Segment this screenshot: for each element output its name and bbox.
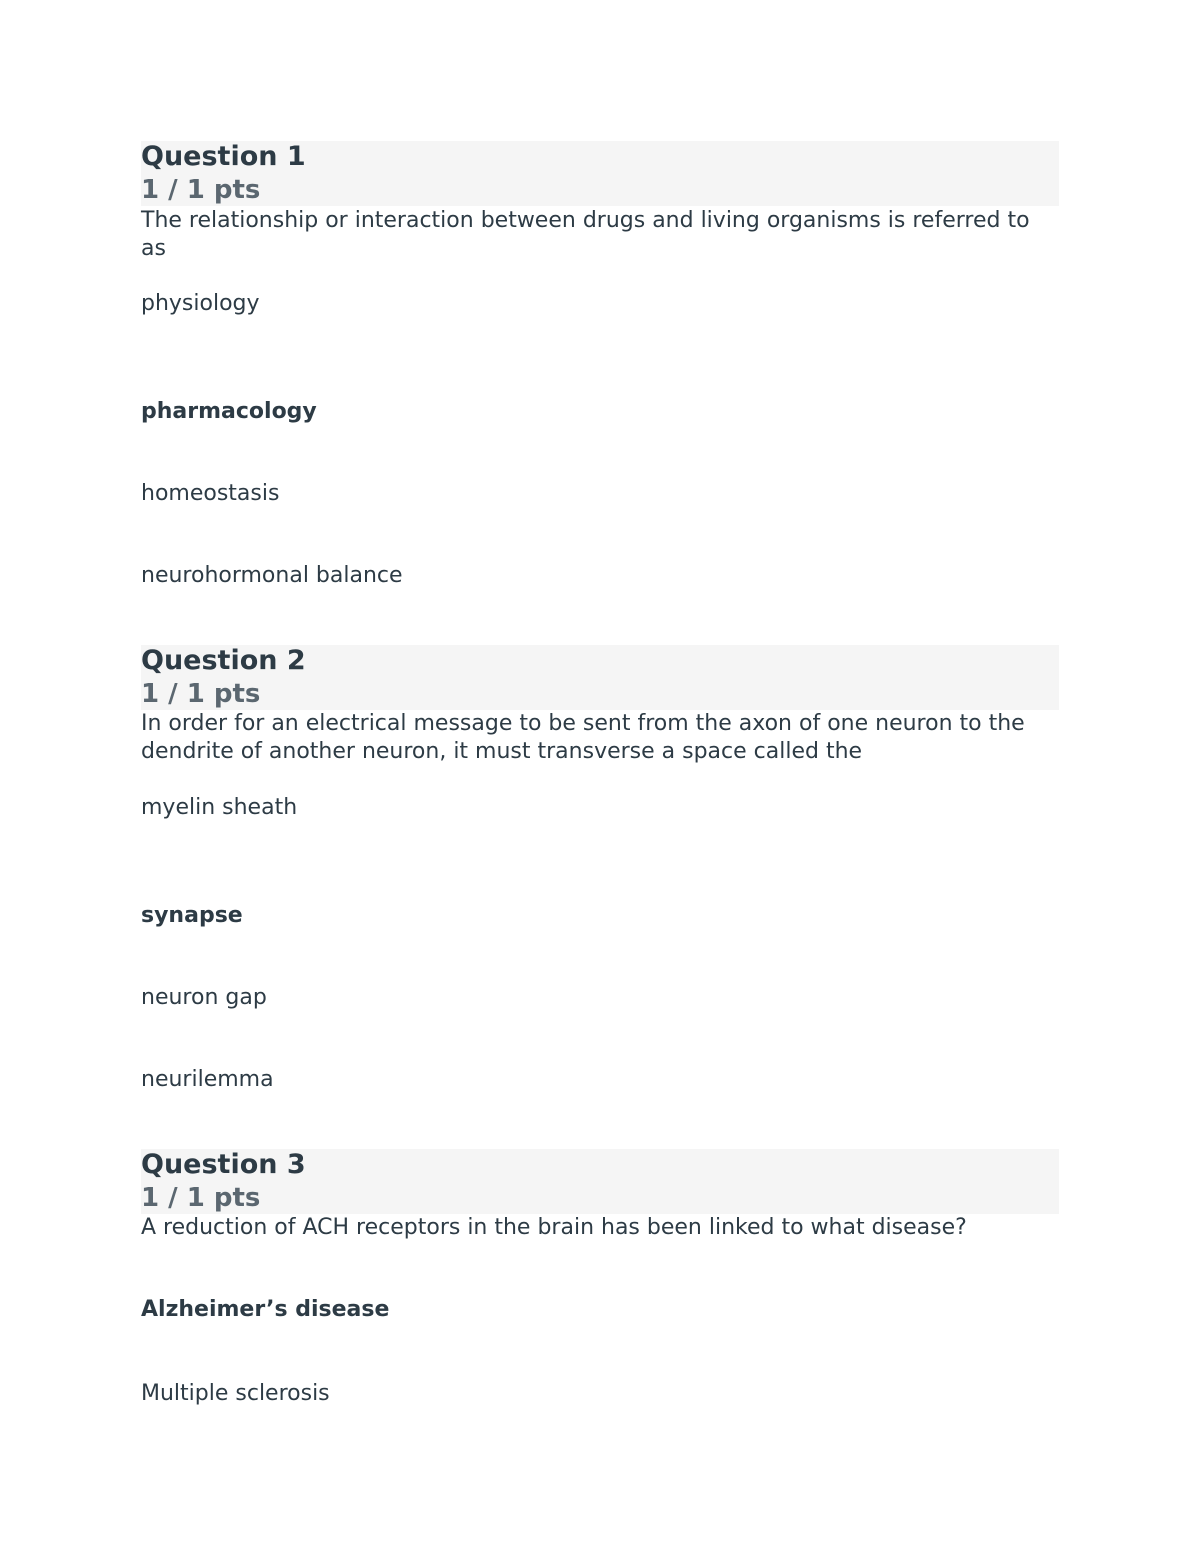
question-3-points: 1 / 1 pts [141, 1183, 261, 1213]
question-3-answer-1-correct[interactable]: Alzheimer’s disease [141, 1297, 390, 1322]
question-2-points: 1 / 1 pts [141, 679, 261, 709]
question-1-answer-3[interactable]: homeostasis [141, 481, 280, 506]
question-2-text: In order for an electrical message to be sent from the axon of one neuron to the dendrite of another neuron, it must transverse a space called the [141, 711, 1025, 764]
question-1-title: Question 1 [141, 141, 306, 172]
question-1-answer-1[interactable]: physiology [141, 291, 260, 316]
question-2-answer-3[interactable]: neuron gap [141, 985, 267, 1010]
question-3-text: A reduction of ACH receptors in the brain has been linked to what disease? [141, 1215, 967, 1240]
question-1-answer-2-correct[interactable]: pharmacology [141, 399, 317, 424]
question-1-points: 1 / 1 pts [141, 175, 261, 205]
question-3-title: Question 3 [141, 1149, 306, 1180]
question-3-answer-2[interactable]: Multiple sclerosis [141, 1381, 330, 1406]
question-2-title: Question 2 [141, 645, 306, 676]
question-1-answer-4[interactable]: neurohormonal balance [141, 563, 403, 588]
question-2-answer-2-correct[interactable]: synapse [141, 903, 243, 928]
question-2-answer-1[interactable]: myelin sheath [141, 795, 298, 820]
question-2-answer-4[interactable]: neurilemma [141, 1067, 274, 1092]
question-1-text: The relationship or interaction between drugs and living organisms is referred to as [141, 208, 1030, 261]
